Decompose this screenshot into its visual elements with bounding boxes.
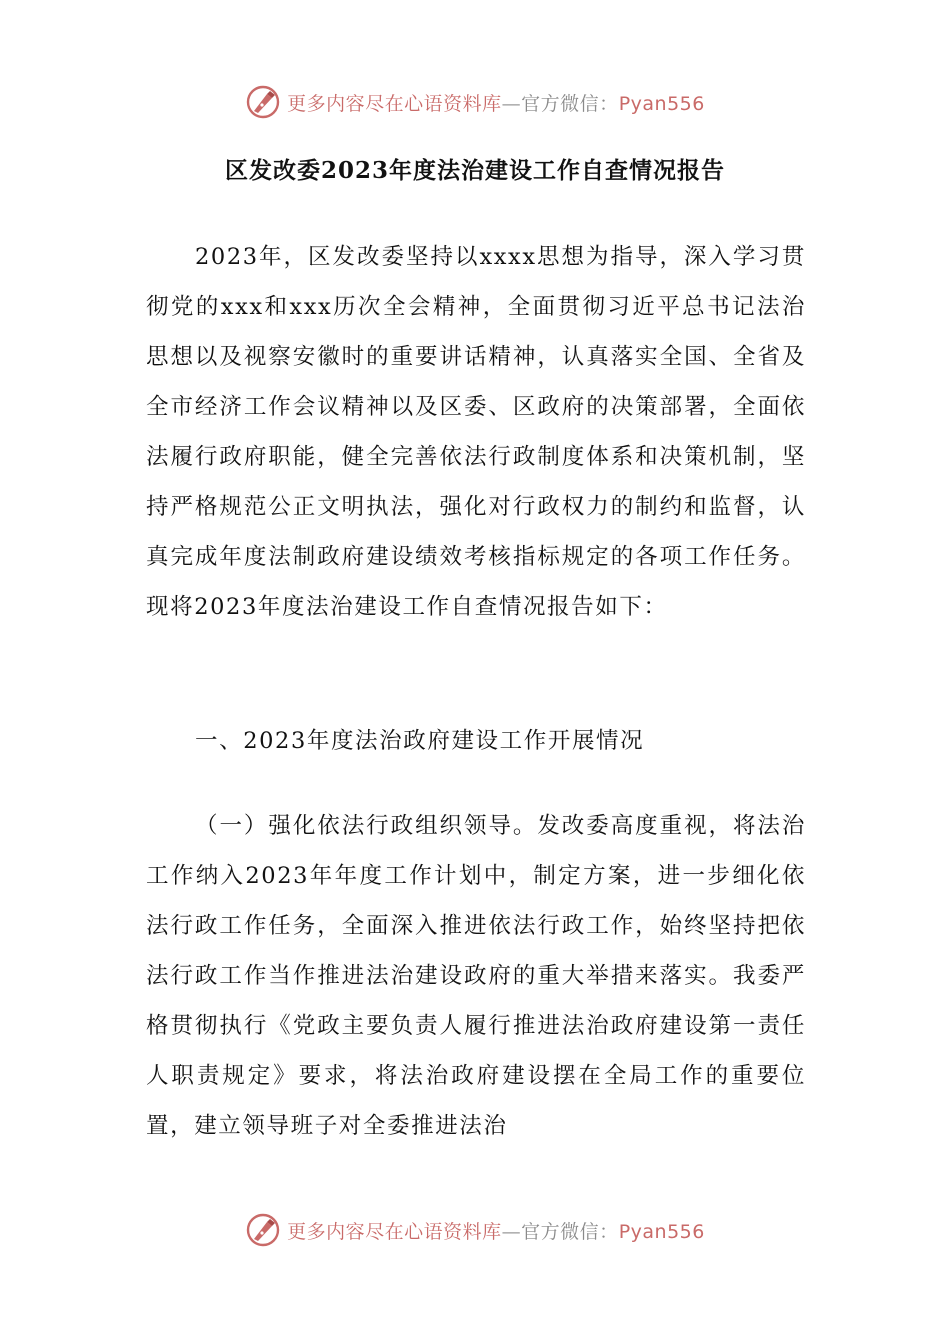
watermark-wechat-id: Pyan556 — [618, 92, 705, 115]
watermark-wechat-id: Pyan556 — [618, 1220, 705, 1243]
watermark-wechat-label: 官方微信： — [521, 92, 619, 115]
section-1-heading: 一、2023年度法治政府建设工作开展情况 — [195, 728, 645, 754]
watermark-text — [287, 1217, 705, 1244]
watermark-main-text: 更多内容尽在心语资料库 — [287, 92, 502, 115]
watermark-header — [0, 80, 950, 124]
pen-nib-logo-icon — [245, 84, 281, 120]
watermark-text — [287, 89, 705, 116]
document-title: 区发改委2023年度法治建设工作自查情况报告 — [224, 157, 725, 184]
pen-nib-logo-icon — [245, 1212, 281, 1248]
watermark-main-text: 更多内容尽在心语资料库 — [287, 1220, 502, 1243]
intro-paragraph: 2023年，区发改委坚持以xxxx思想为指导，深入学习贯彻党的xxx和xxx历次全会精神，全面贯彻习近平总书记法治思想以及视察安徽时的重要讲话精神，认真落实全国、全省及全市经济工作会议精神以及区委、区政府的决策部署，全面依法履行政府职能，健全完善依法行政制度体系和决策机制，坚持严格规范公正文明执法，强化对行政权力的制约和监督，认真完成年度法制政府建设绩效考核指标规定的各项工作任务。现将2023年度法治建设工作自查情况报告如下： — [146, 244, 806, 620]
watermark-wechat-label: 官方微信： — [521, 1220, 619, 1243]
section-1-paragraph-1: （一）强化依法行政组织领导。发改委高度重视，将法治工作纳入2023年年度工作计划中，制定方案，进一步细化依法行政工作任务，全面深入推进依法行政工作，始终坚持把依法行政工作当作推进法治建设政府的重大举措来落实。我委严格贯彻执行《党政主要负责人履行推进法治政府建设第一责任人职责规定》要求，将法治政府建设摆在全局工作的重要位置，建立领导班子对全委推进法治 — [146, 813, 806, 1139]
watermark-separator: — — [501, 92, 522, 115]
watermark-footer — [0, 1208, 950, 1252]
watermark-separator: — — [501, 1220, 522, 1243]
